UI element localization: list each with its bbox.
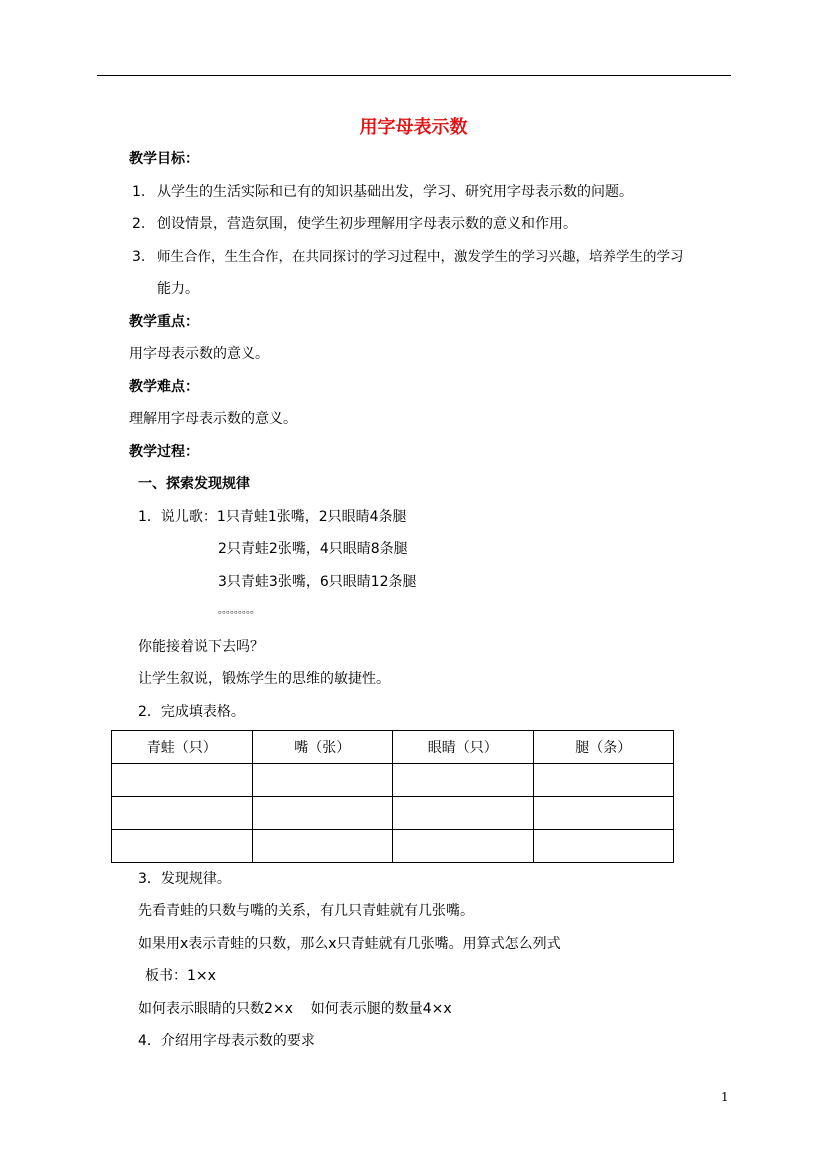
table-cell bbox=[252, 797, 393, 830]
table-cell bbox=[533, 797, 674, 830]
rule-line-1: 先看青蛙的只数与嘴的关系，有几只青蛙就有几张嘴。 bbox=[138, 903, 474, 919]
table-cell bbox=[533, 830, 674, 863]
table-row bbox=[112, 830, 674, 863]
table-cell bbox=[252, 764, 393, 797]
goal-num-2: 2. bbox=[132, 216, 146, 232]
table-cell bbox=[252, 830, 393, 863]
table-cell bbox=[112, 830, 253, 863]
fill-in-table bbox=[111, 730, 674, 863]
difficulty-heading: 教学难点： bbox=[129, 379, 199, 395]
step-4: 4．介绍用字母表示数的要求 bbox=[138, 1033, 315, 1049]
table-cell bbox=[393, 797, 534, 830]
rhyme-line-2: 2只青蛙2张嘴，4只眼睛8条腿 bbox=[218, 541, 408, 557]
table-header: 眼睛（只） bbox=[393, 731, 534, 764]
table-header: 嘴（张） bbox=[252, 731, 393, 764]
table-header: 腿（条） bbox=[533, 731, 674, 764]
page-title: 用字母表示数 bbox=[359, 117, 468, 138]
goal-num-3: 3. bbox=[132, 249, 146, 265]
board-text: 板书：1×x bbox=[145, 968, 216, 984]
process-heading: 教学过程： bbox=[129, 444, 199, 460]
table-cell bbox=[393, 764, 534, 797]
goal-text-2: 创设情景，营造氛围，使学生初步理解用字母表示数的意义和作用。 bbox=[157, 216, 577, 232]
table-cell bbox=[393, 830, 534, 863]
table-row bbox=[112, 764, 674, 797]
goal-text-1: 从学生的生活实际和已有的知识基础出发，学习、研究用字母表示数的问题。 bbox=[157, 184, 633, 200]
rhyme-ellipsis: 。。。。。。。。。 bbox=[218, 605, 259, 616]
rhyme-line-3: 3只青蛙3张嘴，6只眼睛12条腿 bbox=[218, 574, 417, 590]
table-cell bbox=[112, 797, 253, 830]
let-text: 让学生叙说，锻炼学生的思维的敏捷性。 bbox=[138, 671, 390, 687]
rule-line-4: 如何表示眼睛的只数2×x 如何表示腿的数量4×x bbox=[138, 1001, 452, 1017]
table-row bbox=[112, 797, 674, 830]
section-heading: 一、探索发现规律 bbox=[138, 476, 250, 492]
ask-text: 你能接着说下去吗？ bbox=[138, 639, 264, 655]
difficulty-text: 理解用字母表示数的意义。 bbox=[129, 411, 297, 427]
step-3: 3．发现规律。 bbox=[138, 871, 231, 887]
goal-text-3: 师生合作，生生合作，在共同探讨的学习过程中，激发学生的学习兴趣，培养学生的学习 bbox=[157, 249, 684, 265]
key-text: 用字母表示数的意义。 bbox=[129, 346, 269, 362]
table-header-row bbox=[112, 731, 674, 764]
rule-line-2: 如果用x表示青蛙的只数，那么x只青蛙就有几张嘴。用算式怎么列式 bbox=[138, 936, 561, 952]
rhyme-line-1: 1．说儿歌：1只青蛙1张嘴，2只眼睛4条腿 bbox=[138, 509, 407, 525]
goal-text-3-cont: 能力。 bbox=[157, 281, 199, 297]
table-cell bbox=[112, 764, 253, 797]
step-2: 2．完成填表格。 bbox=[138, 704, 245, 720]
table-header: 青蛙（只） bbox=[112, 731, 253, 764]
header-rule bbox=[97, 75, 731, 76]
goals-heading: 教学目标： bbox=[129, 151, 199, 167]
key-heading: 教学重点： bbox=[129, 314, 199, 330]
page-number: 1 bbox=[721, 1090, 729, 1104]
table-cell bbox=[533, 764, 674, 797]
goal-num-1: 1. bbox=[132, 184, 146, 200]
